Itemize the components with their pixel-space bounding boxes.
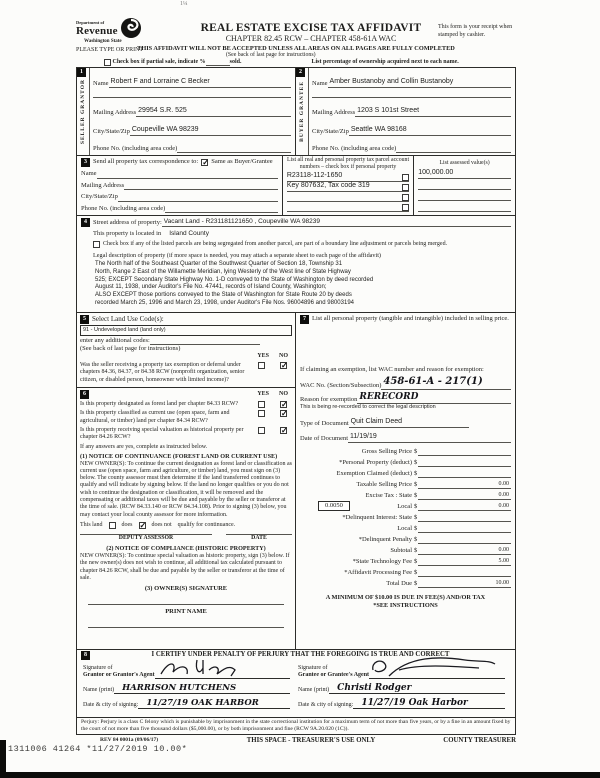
doc-date-field[interactable]: 11/19/19 xyxy=(348,433,511,443)
buyer-name-field[interactable]: Amber Bustanoby and Collin Bustanoby xyxy=(328,78,511,88)
same-as-buyer-label: Same as Buyer/Grantee xyxy=(211,158,273,166)
doc-type-field[interactable]: Quit Claim Deed xyxy=(349,418,469,428)
notice-compliance-body: NEW OWNER(S): To continue special valuation as historic property, sign (3) below. If the new owner(s) does not wish to continue, all additional tax calculated pursuant to chapter 84.26 RCW, shall be due and payable by the seller or transferor at the time of sale. xyxy=(80,552,290,581)
seller-address-label: Mailing Address xyxy=(93,108,137,116)
scan-edge-bottom xyxy=(0,772,600,778)
forest-land-question: Is this property designated as forest land per chapter 84.33 RCW? xyxy=(80,401,239,408)
money-label: Total Due xyxy=(386,580,412,588)
money-field[interactable]: 0.00 xyxy=(418,492,511,501)
doc-type-label: Type of Document xyxy=(300,420,349,428)
see-back-note-2: (See back of last page for instructions) xyxy=(80,344,181,352)
tax-correspondence-row xyxy=(77,156,515,216)
money-label: Taxable Selling Price xyxy=(356,481,412,489)
corr-name-label: Name xyxy=(81,170,97,178)
correspondence-cell xyxy=(77,156,283,215)
money-table: Gross Selling Price $ *Personal Property (deduct) $ Exemption Claimed (deduct) $ Taxable Selling Price $ 0.00 Excise Tax : State $ 0.00 0.0050 Local $ 0.00 *Delinquent Interest: State $ Local $ *Delinquent Penalty $ Subtotal $ 0.00 *State Technology Fee $ 5.00 *Affidavit Processing Fee $ Total Due $ 10.00 xyxy=(300,447,511,589)
parcel-header: List all real and personal property tax parcel account numbers – check box if personal property xyxy=(287,157,410,170)
land-use-title: Select Land Use Code(s): xyxy=(92,315,164,324)
this-land-label: This land xyxy=(80,522,103,529)
buyer-city-label: City/State/Zip xyxy=(312,127,349,135)
money-field[interactable]: 5.00 xyxy=(418,558,511,567)
street-address-field[interactable]: Vacant Land - R231181121650 , Coupeville WA 98239 xyxy=(162,218,511,227)
notice-compliance-title: (2) NOTICE OF COMPLIANCE (HISTORIC PROPERTY) xyxy=(106,545,266,553)
section-1-number: 1 xyxy=(77,68,86,77)
current-use-question: Is this property classified as current use (open space, farm and agricultural, or timber) land per chapter 84.34 RCW? xyxy=(80,410,230,424)
logo-dept-text: Department of xyxy=(76,19,105,25)
buyer-name2-field[interactable] xyxy=(312,97,511,98)
please-type-or-print: PLEASE TYPE OR PRINT xyxy=(76,47,144,53)
corr-name-field[interactable] xyxy=(97,178,278,179)
section-2-number: 2 xyxy=(296,68,305,77)
grantor-sig-label: Signature of xyxy=(83,665,113,671)
grantee-sig-label: Signature of xyxy=(298,665,328,671)
seller-section xyxy=(77,68,296,155)
section-6-number: 6 xyxy=(80,390,89,399)
forest-no-checkbox[interactable] xyxy=(280,401,287,408)
money-label: Gross Selling Price xyxy=(361,448,412,456)
located-in-label: This property is located in xyxy=(93,230,162,238)
grantee-name-print-label: Name (print) xyxy=(298,686,330,693)
buyer-side-label: BUYER GRANTEE xyxy=(299,81,305,142)
deputy-assessor-line: DEPUTY ASSESSOR xyxy=(80,534,212,542)
money-field[interactable] xyxy=(418,543,511,544)
parcel-personal-checkbox[interactable] xyxy=(402,174,409,181)
money-label: *Delinquent Interest: State xyxy=(342,514,412,522)
affidavit-form xyxy=(76,14,516,744)
does-not-checkbox[interactable] xyxy=(139,522,146,529)
buyer-phone-label: Phone No. (including area code) xyxy=(312,144,397,152)
money-field[interactable]: 0.00 xyxy=(418,547,511,556)
money-label: Excise Tax : State xyxy=(365,492,412,500)
money-field[interactable] xyxy=(418,576,511,577)
seller-phone-field[interactable] xyxy=(177,152,291,153)
money-label: *Delinquent Penalty xyxy=(358,536,412,544)
money-label: Exemption Claimed (deduct) xyxy=(336,470,412,478)
seller-name-label: Name xyxy=(93,79,109,87)
form-subtitle: CHAPTER 82.45 RCW – CHAPTER 458-61A WAC xyxy=(225,34,397,43)
money-field[interactable] xyxy=(418,466,511,467)
rerecord-note: This is being re-recorded to correct the legal description xyxy=(300,403,436,410)
grantee-signature-field[interactable] xyxy=(369,667,505,679)
parcel-field[interactable]: R23118-112-1650 xyxy=(286,172,343,180)
parcel-numbers-cell xyxy=(283,156,414,215)
exemption-question: Was the seller receiving a property tax exemption or deferral under chapters 84.36, 84.37, or 84.38 RCW (nonprofit organization, senior citizen, or disabled person, homeowner with limited income)? xyxy=(80,362,245,383)
same-as-buyer-checkbox[interactable] xyxy=(201,159,208,166)
money-label: *State Technology Fee xyxy=(352,558,412,566)
partial-sale-row xyxy=(104,59,516,66)
buyer-name-label: Name xyxy=(312,79,328,87)
money-label: *Affidavit Processing Fee xyxy=(344,569,412,577)
dor-swirl-icon xyxy=(120,17,142,39)
partial-sale-sold: sold. xyxy=(229,59,242,65)
grantee-date-city-field[interactable]: 11/27/19 Oak Harbor xyxy=(353,697,505,709)
receipt-note: This form is your receipt when stamped by cashier. xyxy=(438,24,513,38)
historic-no-checkbox[interactable] xyxy=(280,427,287,434)
doc-date-label: Date of Document xyxy=(300,434,349,442)
section-3-number: 3 xyxy=(81,158,90,167)
corr-address-label: Mailing Address xyxy=(81,181,125,189)
see-instructions-note: *SEE INSTRUCTIONS xyxy=(373,602,438,610)
seller-side-label: SELLER GRANTOR xyxy=(80,78,86,145)
corr-city-label: City/State/Zip xyxy=(81,193,118,201)
logo-state-text: Washington State xyxy=(84,39,122,44)
cashier-stamp: 1311006 41264 *11/27/2019 10.00* xyxy=(8,744,188,754)
property-location-section xyxy=(77,216,515,313)
grantor-date-city-label: Date & city of signing: xyxy=(83,701,139,708)
page-top-mark: 1¼ xyxy=(180,1,188,7)
does-label: does xyxy=(121,522,133,529)
land-use-column xyxy=(77,313,296,649)
parcel-personal-checkbox[interactable] xyxy=(402,194,409,201)
money-field[interactable]: 10.00 xyxy=(418,580,511,589)
correspondence-label: Send all property tax correspondence to: xyxy=(93,158,199,166)
land-use-code-select[interactable]: 91 - Undeveloped land (land only) xyxy=(80,325,292,336)
partial-sale-percent-field[interactable] xyxy=(206,59,230,66)
current-use-no-checkbox[interactable] xyxy=(280,410,287,417)
wac-number-label: WAC No. (Section/Subsection) xyxy=(300,381,382,389)
grantor-signature-scribble xyxy=(159,656,279,680)
grantor-name-print-field[interactable]: HARRISON HUTCHENS xyxy=(114,682,290,694)
acceptance-warning: THIS AFFIDAVIT WILL NOT BE ACCEPTED UNLESS ALL AREAS ON ALL PAGES ARE FULLY COMPLETED xyxy=(137,45,455,52)
additional-codes-label: enter any additional codes: xyxy=(80,336,150,344)
corr-address-field[interactable] xyxy=(124,189,278,190)
grantee-date-city-label: Date & city of signing: xyxy=(298,701,354,708)
seller-city-field[interactable]: Coupeville WA 98239 xyxy=(130,126,291,136)
corr-phone-label: Phone No. (including area code) xyxy=(81,204,166,212)
segregated-checkbox[interactable] xyxy=(93,241,100,248)
personal-property-blank-area[interactable] xyxy=(300,324,511,366)
local-rate-box[interactable]: 0.0050 xyxy=(318,501,350,511)
corr-city-field[interactable] xyxy=(118,201,278,202)
assessor-date-line: DATE xyxy=(226,534,292,542)
tax-computation-column xyxy=(296,313,515,649)
buyer-address-field[interactable]: 1203 S 101st Street xyxy=(355,107,511,117)
if-yes-note: If any answers are yes, complete as instructed below. xyxy=(80,443,208,450)
buyer-address-label: Mailing Address xyxy=(312,108,356,116)
yes-header: YES xyxy=(257,352,269,359)
section-8-number: 8 xyxy=(81,651,90,660)
money-label: Subtotal xyxy=(390,547,412,555)
exemption-yes-checkbox[interactable] xyxy=(258,362,265,369)
print-name-label: PRINT NAME xyxy=(165,608,207,616)
money-label: Local xyxy=(397,525,412,533)
assessed-value-field[interactable]: 100,000.00 xyxy=(418,169,454,177)
current-use-yes-checkbox[interactable] xyxy=(258,410,265,417)
ownership-note: List percentage of ownership acquired next to each name. xyxy=(311,59,459,65)
assessed-header: List assessed value(s) xyxy=(439,160,490,166)
does-not-label: does not xyxy=(151,522,172,529)
certification-section xyxy=(77,650,515,718)
money-field[interactable] xyxy=(418,455,511,456)
money-field[interactable] xyxy=(418,477,511,478)
form-title: REAL ESTATE EXCISE TAX AFFIDAVIT xyxy=(200,22,422,34)
money-field[interactable] xyxy=(418,521,511,522)
legal-description-label: Legal description of property (if more space is needed, you may attach a separate sheet to each page of the affidavit) xyxy=(93,251,381,259)
exemption-no-checkbox[interactable] xyxy=(280,362,287,369)
yes-header: YES xyxy=(257,390,269,397)
corr-phone-field[interactable] xyxy=(165,212,278,213)
parties-row xyxy=(77,68,515,156)
perjury-statement: Perjury: Perjury is a class C felony which is punishable by imprisonment in the state correctional institution for a maximum term of not more than five years, or by a fine in an amount fixed by the court of not more than five thousand dollars ($5,000.00), or by both imprisonment and fine (RCW 9A.20.020 (1C)). xyxy=(81,719,511,732)
money-label: *Personal Property (deduct) xyxy=(339,459,412,467)
forest-yes-checkbox[interactable] xyxy=(258,401,265,408)
segregated-label: Check box if any of the listed parcels are being segregated from another parcel, are part of a boundary line adjustment or parcels being merged. xyxy=(103,241,448,248)
middle-two-columns xyxy=(77,313,515,650)
historic-yes-checkbox[interactable] xyxy=(258,427,265,434)
seller-name2-field[interactable] xyxy=(93,97,291,98)
county-treasurer-label: COUNTY TREASURER xyxy=(443,736,516,744)
owner-signature-field[interactable] xyxy=(88,595,284,605)
section-5-number: 5 xyxy=(80,315,89,324)
buyer-phone-field[interactable] xyxy=(396,152,511,153)
money-label: Local xyxy=(397,503,412,511)
no-header: NO xyxy=(279,352,288,359)
grantee-name-print-field[interactable]: Christi Rodger xyxy=(329,682,505,694)
exemption-claim-header: If claiming an exemption, list WAC number and reason for exemption: xyxy=(300,366,484,373)
wac-number-field[interactable]: 458-61-A - 217(1) xyxy=(381,376,511,390)
logo-revenue-text: Revenue xyxy=(76,24,118,37)
does-checkbox[interactable] xyxy=(109,522,116,529)
no-header: NO xyxy=(279,390,288,397)
money-field[interactable]: 0.00 xyxy=(418,481,511,490)
rev-number: REV 84 0001a (09/06/17) xyxy=(100,736,159,743)
dor-logo xyxy=(76,14,184,44)
street-address-label: Street address of property: xyxy=(93,219,162,226)
section-4-number: 4 xyxy=(81,218,90,227)
parcel-field[interactable]: Key 807632, Tax code 319 xyxy=(286,182,370,190)
minimum-fee-note: A MINIMUM OF $10.00 IS DUE IN FEE(S) AND/OR TAX xyxy=(325,594,486,602)
owner-print-name-field[interactable] xyxy=(88,618,284,628)
partial-sale-label: Check box if partial sale, indicate % xyxy=(112,59,206,65)
partial-sale-checkbox[interactable] xyxy=(104,59,111,66)
qualify-label: qualify for continuance. xyxy=(177,522,236,529)
legal-description-text: The North half of the Southeast Quarter of the Southwest Quarter of Section 18, Township 31 North, Range 2 East of the Willamette Meridian, lying Westerly of the West line of State Highway 525; EXCEPT Secondary State Highway No. 1-D conveyed to the State of Washington by deed recorded August 11, 1938, under Auditor's File No. 47441, records of Island County, Washington; ALSO EXCEPT those portions conveyed to the State of Washington for State Route 20 by deeds recorded March 25, 1996 and March 23, 1998, under Auditor's File Nos. 96004896 and 98003194 xyxy=(95,261,374,306)
see-back-note: (See back of last page for instructions) xyxy=(226,52,316,58)
seller-phone-label: Phone No. (including area code) xyxy=(93,144,178,152)
footer-row xyxy=(76,737,516,744)
owners-signature-title: (3) OWNER(S) SIGNATURE xyxy=(144,585,228,593)
buyer-section xyxy=(296,68,515,155)
grantor-signature-field[interactable] xyxy=(155,667,290,679)
notice-continuance-title: (1) NOTICE OF CONTINUANCE (FOREST LAND OR CURRENT USE) xyxy=(80,452,278,460)
section-7-number: 7 xyxy=(300,315,309,324)
assessed-values-cell xyxy=(414,156,515,215)
grantor-date-city-field[interactable]: 11/27/19 OAK HARBOR xyxy=(138,697,290,709)
seller-name-field[interactable]: Robert F and Lorraine C Becker xyxy=(109,78,291,88)
treasurer-space-label: THIS SPACE - TREASURER'S USE ONLY xyxy=(246,736,376,744)
buyer-city-field[interactable]: Seattle WA 98168 xyxy=(349,126,511,136)
main-table xyxy=(76,67,516,735)
seller-city-label: City/State/Zip xyxy=(93,127,130,135)
grantor-name-print-label: Name (print) xyxy=(83,686,115,693)
exemption-reason-label: Reason for exemption xyxy=(300,395,358,403)
located-in-field[interactable]: Island County xyxy=(169,230,209,238)
parcel-personal-checkbox[interactable] xyxy=(402,184,409,191)
grantee-signature-block: Signature of Grantee or Grantee's Agent Name (print) Christi Rodger Date & city of signing: 11/27/19 Oak Harbor xyxy=(296,660,511,709)
money-field[interactable] xyxy=(418,532,511,533)
notice-continuance-body: NEW OWNER(S): To continue the current designation as forest land or classification as current use (open space, farm and agriculture, or timber) land, you must sign on (3) below. The county assessor must then determine if the land transferred continues to qualify and will indicate by signing below. If the land no longer qualifies or you do not wish to continue the designation or classification, it will be removed and the compensating or additional taxes will be due and payable by the seller or transferor at the time of sale. (RCW 84.33.140 or RCW 84.34.108). Prior to signing (3) below, you may contact your local county assessor for more information. xyxy=(80,460,292,518)
certify-statement: I CERTIFY UNDER PENALTY OF PERJURY THAT THE FOREGOING IS TRUE AND CORRECT xyxy=(151,651,450,658)
seller-address-field[interactable]: 29954 S.R. 525 xyxy=(136,107,291,117)
grantor-signature-block: Signature of Grantor or Grantor's Agent Name (print) HARRISON HUTCHENS Date & city of signing: 11/27/19 OAK HARBOR xyxy=(81,660,296,709)
personal-property-label: List all personal property (tangible and intangible) included in selling price. xyxy=(312,315,509,322)
historic-question: Is this property receiving special valuation as historical property per chapter 84.26 RCW? xyxy=(80,427,244,441)
money-field[interactable]: 0.00 xyxy=(418,503,511,512)
parcel-personal-checkbox[interactable] xyxy=(402,204,409,211)
exemption-reason-field[interactable]: RERECORD xyxy=(357,392,511,404)
